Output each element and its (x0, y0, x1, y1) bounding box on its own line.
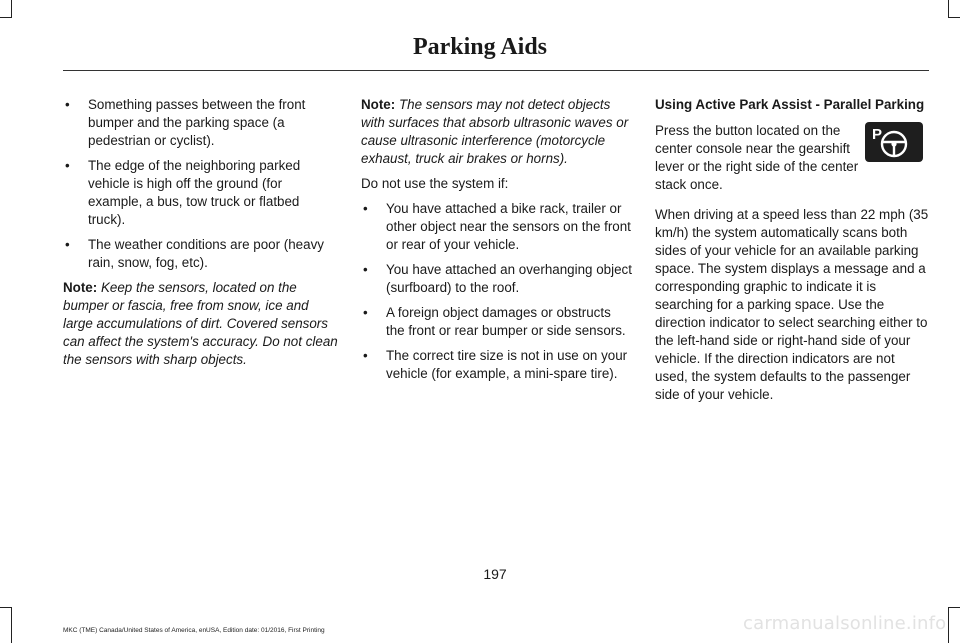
column-3 (655, 96, 929, 411)
list-item: • Something passes between the front bumper and the parking space (a pedestrian or cyclist). (63, 96, 339, 150)
crop-mark-bottom-left-v (11, 607, 12, 643)
conditions-list (63, 96, 339, 272)
press-button-instruction: Press the button located on the center console near the gearshift lever or the right side of the center stack once. (655, 123, 859, 192)
list-item: • The correct tire size is not in use on your vehicle (for example, a mini-spare tire). (361, 347, 633, 383)
icon-letter: P (872, 126, 883, 143)
sensor-care-note (63, 279, 339, 369)
note-label: Note: (361, 97, 396, 112)
section-heading: Using Active Park Assist - Parallel Parking (655, 97, 925, 112)
column-2 (361, 96, 633, 390)
list-item: • You have attached an overhanging object (surfboard) to the roof. (361, 261, 633, 297)
edition-footer: MKC (TME) Canada/United States of America, enUSA, Edition date: 01/2016, First Printing (63, 627, 325, 634)
list-item: • You have attached a bike rack, trailer or other object near the sensors on the front or rear of your vehicle. (361, 200, 633, 254)
crop-mark-top-right-h (948, 17, 960, 18)
park-assist-steering-icon (865, 122, 923, 162)
note-text: Keep the sensors, located on the bumper or fascia, free from snow, ice and large accumulations of dirt. Covered sensors can affect the system's accuracy. Do not clean the sensors with sharp objects. (63, 280, 338, 367)
note-label: Note: (63, 280, 98, 295)
note-text: The sensors may not detect objects with surfaces that absorb ultrasonic waves or cause ultrasonic interference (motorcycle exhaust, truck air brakes or horns). (361, 97, 629, 166)
crop-mark-top-right-v (948, 0, 949, 17)
list-item: • The edge of the neighboring parked vehicle is high off the ground (for example, a bus, tow truck or flatbed truck). (63, 157, 339, 229)
header-rule (63, 70, 929, 71)
do-not-use-intro: Do not use the system if: (361, 176, 509, 191)
column-1 (63, 96, 339, 376)
list-item: • A foreign object damages or obstructs the front or rear bumper or side sensors. (361, 304, 633, 340)
page-title: Parking Aids (412, 34, 548, 60)
do-not-use-list (361, 200, 633, 383)
crop-mark-bottom-right-v (948, 607, 949, 643)
page-number: 197 (483, 566, 507, 582)
ultrasonic-note (361, 96, 633, 168)
crop-mark-top-left-v (11, 0, 12, 17)
crop-mark-bottom-left-h (0, 607, 12, 608)
scan-description: When driving at a speed less than 22 mph (35 km/h) the system automatically scans both sides of your vehicle for an available parking space. The system displays a message and a corresponding graphic to indicate it is searching for a parking space. Use the direction indicator to select searching either to the left-hand side or right-hand side of your vehicle. If the direction indicators are not used, the system defaults to the passenger side of your vehicle. (655, 207, 929, 402)
watermark: carmanualsonline.info (743, 613, 947, 634)
crop-mark-top-left-h (0, 17, 12, 18)
crop-mark-bottom-right-h (948, 607, 960, 608)
list-item: • The weather conditions are poor (heavy rain, snow, fog, etc). (63, 236, 339, 272)
